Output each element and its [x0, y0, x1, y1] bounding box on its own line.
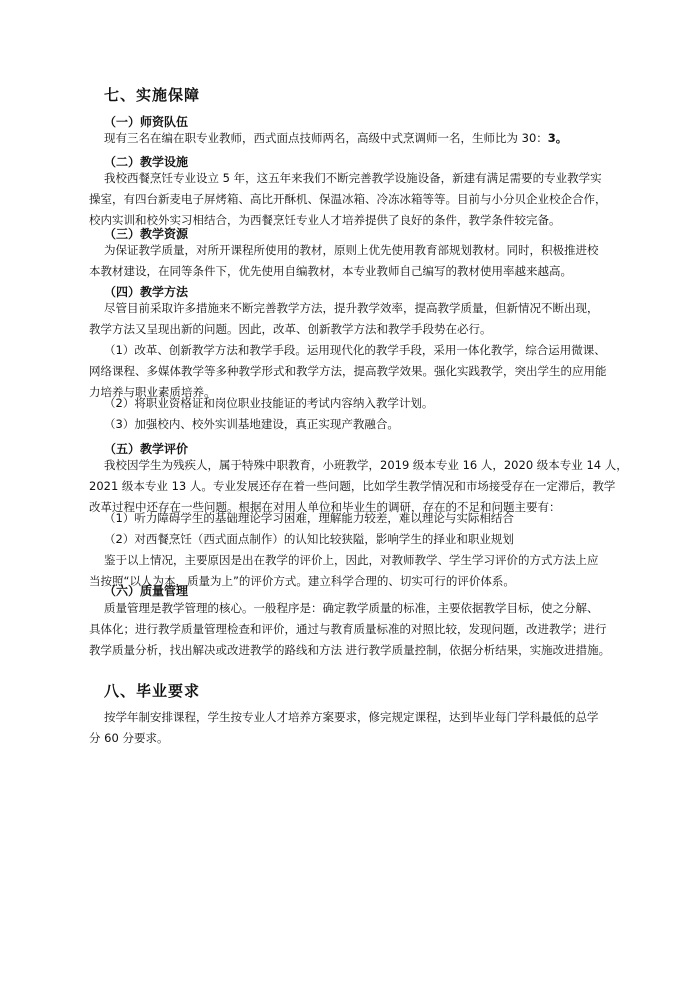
paragraph-line: 按学年制安排课程，学生按专业人才培养方案要求，修完规定课程，达到毕业每门学科最低的总学 — [104, 710, 599, 724]
subsection-resources-heading: （三）教学资源 — [104, 227, 189, 241]
subsection-evaluation-heading: （五）教学评价 — [104, 442, 189, 456]
paragraph-line: 操室，有四台新麦电子屏烤箱、高比开酥机、保温冰箱、冷冻冰箱等等。目前与小分贝企业校企合作， — [89, 192, 607, 206]
evaluation-item-2 — [89, 529, 619, 550]
paragraph-line: 校内实训和校外实习相结合，为西餐烹饪专业人才培养提供了良好的条件，教学条件较完备。 — [89, 213, 561, 227]
resources-paragraph — [89, 240, 619, 282]
subsection-quality-heading: （六）质量管理 — [104, 584, 189, 598]
subsection-faculty-heading: （一）师资队伍 — [104, 115, 189, 129]
faculty-ratio-bold: 3。 — [547, 131, 568, 145]
paragraph-line: 本教材建设，在同等条件下，优先使用自编教材，本专业教师自己编写的教材使用率越来越高。 — [89, 264, 572, 278]
paragraph-line: 我校因学生为残疾人，属于特殊中职教育，小班教学，2019 级本专业 16 人，2020 级本专业 14 人， — [104, 458, 628, 472]
methods-paragraph — [89, 298, 619, 340]
faculty-paragraph — [89, 128, 619, 149]
paragraph-line: 分 60 分要求。 — [89, 731, 169, 745]
paragraph-line: 教学质量分析，找出解决或改进教学的路线和方法 进行教学质量控制，依据分析结果，实施改进措施。 — [89, 643, 611, 657]
paragraph-line: 2021 级本专业 13 人。专业发展还存在着一些问题，比如学生教学情况和市场接受存在一定滞后，教学 — [89, 479, 616, 493]
section-8-heading: 八、毕业要求 — [104, 682, 201, 700]
section-7-heading: 七、实施保障 — [104, 86, 201, 104]
paragraph-line: 改革过程中还存在一些问题。根据在对用人单位和毕业生的调研，存在的不足和问题主要有： — [89, 500, 561, 514]
paragraph-line: （1）听力障碍学生的基础理论学习困难，理解能力较差，难以理论与实际相结合 — [104, 511, 514, 525]
facilities-paragraph — [89, 168, 619, 231]
paragraph-line: 网络课程、多媒体教学等多种教学形式和教学方法，提高教学效果。强化实践教学，突出学生的应用能 — [89, 364, 607, 378]
paragraph-line: （2）将职业资格证和岗位职业技能证的考试内容纳入教学计划。 — [104, 396, 434, 410]
methods-item-2 — [89, 393, 619, 414]
paragraph-line: （1）改革、创新教学方法和教学手段。运用现代化的教学手段，采用一体化教学，综合运用微课、 — [104, 343, 606, 357]
paragraph-line: （2）对西餐烹饪（西式面点制作）的认知比较狭隘，影响学生的择业和职业规划 — [104, 532, 514, 546]
paragraph-line: （3）加强校内、校外实训基地建设，真正实现产教融合。 — [104, 417, 399, 431]
evaluation-item-1 — [89, 508, 619, 529]
subsection-methods-heading: （四）教学方法 — [104, 285, 189, 299]
paragraph-line: 为保证教学质量，对所开课程所使用的教材，原则上优先使用教育部规划教材。同时，积极推进校 — [104, 243, 599, 257]
quality-paragraph — [89, 598, 619, 661]
graduation-paragraph — [89, 707, 619, 749]
paragraph-line: 具体化；进行教学质量管理检查和评价，通过与教育质量标准的对照比较，发现问题，改进教学；进行 — [89, 622, 607, 636]
paragraph-line: 质量管理是教学管理的核心。一般程序是：确定教学质量的标准，主要依据教学目标，使之分解、 — [104, 601, 599, 615]
methods-item-3 — [89, 414, 619, 435]
paragraph-line: 我校西餐烹饪专业设立 5 年，这五年来我们不断完善教学设施设备，新建有满足需要的专业教学实 — [104, 171, 602, 185]
paragraph-line — [89, 128, 619, 149]
paragraph-line: 教学方法又呈现出新的问题。因此，改革、创新教学方法和教学手段势在必行。 — [89, 322, 492, 336]
paragraph-line: 尽管目前采取许多措施来不断完善教学方法，提升教学效率，提高教学质量，但新情况不断出现， — [104, 301, 599, 315]
faculty-text: 现有三名在编在职专业教师，西式面点技师两名，高级中式烹调师一名，生师比为 30： — [104, 131, 548, 145]
paragraph-line: 当按照“以人为本，质量为上”的评价方式。建立科学合理的、切实可行的评价体系。 — [89, 574, 515, 588]
paragraph-line: 鉴于以上情况，主要原因是出在教学的评价上，因此，对教师教学、学生学习评价的方式方法上应 — [104, 553, 599, 567]
paragraph-line: 力培养与职业素质培养。 — [89, 385, 216, 399]
subsection-facilities-heading: （二）教学设施 — [104, 155, 189, 169]
